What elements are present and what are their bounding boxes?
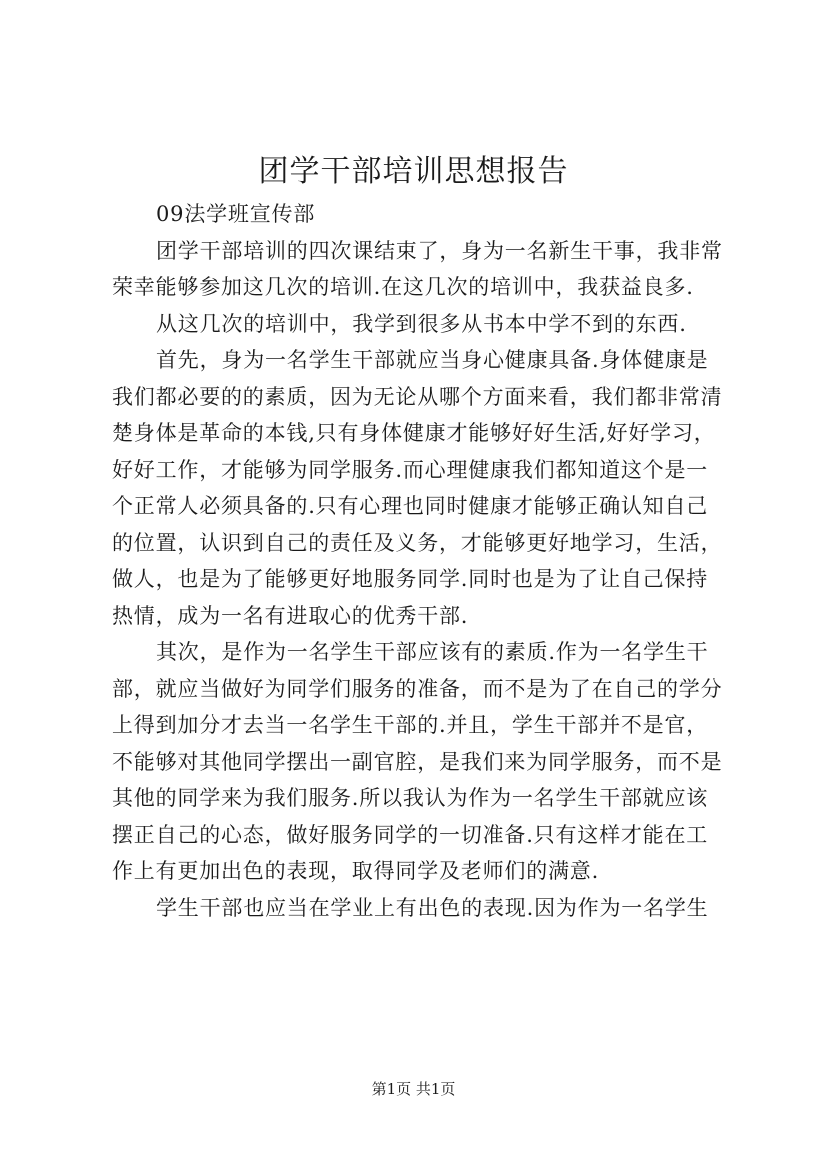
text-line: 首先，身为一名学生干部就应当身心健康具备.身体健康是 [156,348,709,372]
text-line: 摆正自己的心态，做好服务同学的一切准备.只有这样才能在工 [112,822,709,847]
text-line: 荣幸能够参加这几次的培训.在这几次的培训中，我获益良多. [112,275,694,299]
text-line: 热情，成为一名有进取心的优秀干部. [112,603,469,628]
text-line: 的位置，认识到自己的责任及义务，才能够更好地学习，生活， [112,530,723,555]
author-line: 09法学班宣传部 [156,202,316,226]
text-line: 不能够对其他同学摆出一副官腔，是我们来为同学服务，而不是 [112,749,723,774]
text-line: 好好工作，才能够为同学服务.而心理健康我们都知道这个是一 [112,457,709,482]
text-line: 团学干部培训的四次课结束了，身为一名新生干事，我非常 [156,238,723,263]
text-line: 我们都必要的的素质，因为无论从哪个方面来看，我们都非常清 [112,384,723,409]
text-line: 从这几次的培训中，我学到很多从书本中学不到的东西. [156,311,687,336]
text-line: 其他的同学来为我们服务.所以我认为作为一名学生干部就应该 [112,786,709,810]
page-footer: 第1页 共1页 [371,1080,456,1098]
text-line: 个正常人必须具备的.只有心理也同时健康才能够正确认知自己 [112,494,709,518]
text-line: 上得到加分才去当一名学生干部的.并且，学生干部并不是官， [112,713,709,737]
document-title: 团学干部培训思想报告 [258,154,569,189]
text-line: 学生干部也应当在学业上有出色的表现.因为作为一名学生 [156,895,709,920]
text-line: 楚身体是革命的本钱,只有身体健康才能够好好生活,好好学习， [112,421,716,445]
text-line: 作上有更加出色的表现，取得同学及老师们的满意. [112,859,600,883]
document-body [112,196,732,926]
body-text [112,233,732,927]
text-line: 部，就应当做好为同学们服务的准备，而不是为了在自己的学分 [112,676,723,701]
text-line: 做人，也是为了能够更好地服务同学.同时也是为了让自己保持 [112,567,709,591]
text-line: 其次，是作为一名学生干部应该有的素质.作为一名学生干 [156,640,709,664]
